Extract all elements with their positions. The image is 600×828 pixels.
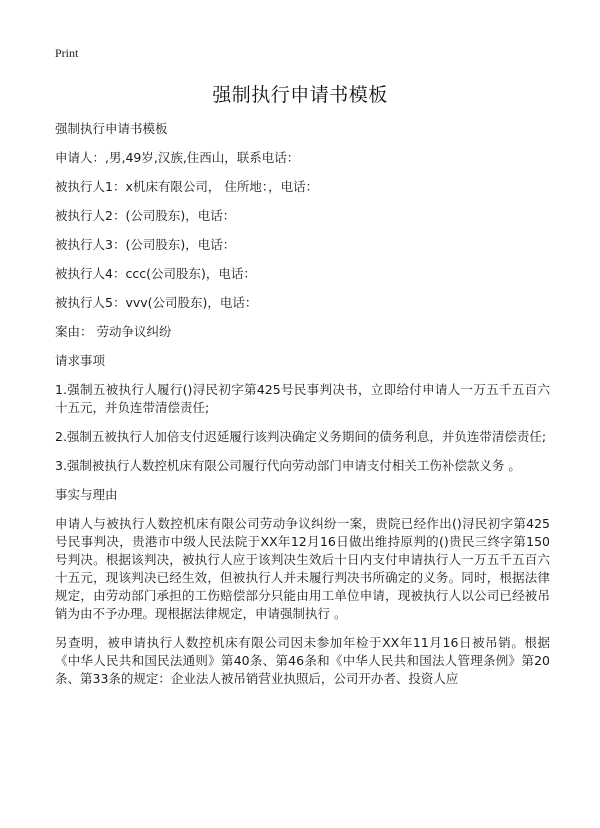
- respondent-line: 被执行人1：x机床有限公司， 住所地：，电话：: [55, 179, 319, 194]
- document-subtitle: 强制执行申请书模板: [55, 121, 168, 136]
- print-link[interactable]: Print: [55, 46, 79, 60]
- facts-paragraph: 申请人与被执行人数控机床有限公司劳动争议纠纷一案，贵院已经作出()浔民初字第425号民事判决，贵港市中级人民法院于XX年12月16日做出维持原判的()贵民三终字第150号判决。根据该判决，被执行人应于该判决生效后十日内支付申请执行人一万五千五百六十五元，现该判决已经生效，但被执行人并未履行判决书所确定的义务。同时，根据法律规定，由劳动部门承担的工伤赔偿部分只能由用工单位申请，现被执行人以公司已经被吊销为由不予办理。现根据法律规定，申请强制执行 。: [55, 516, 550, 621]
- facts-heading: 事实与理由: [55, 487, 118, 502]
- request-item: 1.强制五被执行人履行()浔民初字第425号民事判决书，立即给付申请人一万五千五百六十五元，并负连带清偿责任;: [55, 382, 550, 415]
- page-title: 强制执行申请书模板: [212, 84, 388, 106]
- respondent-line: 被执行人5：vvv(公司股东)，电话：: [55, 295, 258, 310]
- requests-heading: 请求事项: [55, 353, 106, 368]
- request-item: 3.强制被执行人数控机床有限公司履行代向劳动部门申请支付相关工伤补偿款义务 。: [55, 458, 521, 473]
- respondent-line: 被执行人3：(公司股东)，电话：: [55, 237, 236, 252]
- request-item: 2.强制五被执行人加倍支付迟延履行该判决确定义务期间的债务利息，并负连带清偿责任;: [55, 429, 547, 444]
- respondent-line: 被执行人2：(公司股东)，电话：: [55, 208, 236, 223]
- document-body: [55, 120, 550, 699]
- cause-line: 案由： 劳动争议纠纷: [55, 324, 172, 339]
- applicant-line: 申请人：,男,49岁,汉族,住西山，联系电话：: [55, 150, 300, 165]
- respondent-line: 被执行人4：ccc(公司股东)，电话：: [55, 266, 256, 281]
- facts-paragraph: 另查明，被申请执行人数控机床有限公司因未参加年检于XX年11月16日被吊销。根据《中华人民共和国民法通则》第40条、第46条和《中华人民共和国法人管理条例》第20条、第33条的规定：企业法人被吊销营业执照后，公司开办者、投资人应: [55, 635, 550, 686]
